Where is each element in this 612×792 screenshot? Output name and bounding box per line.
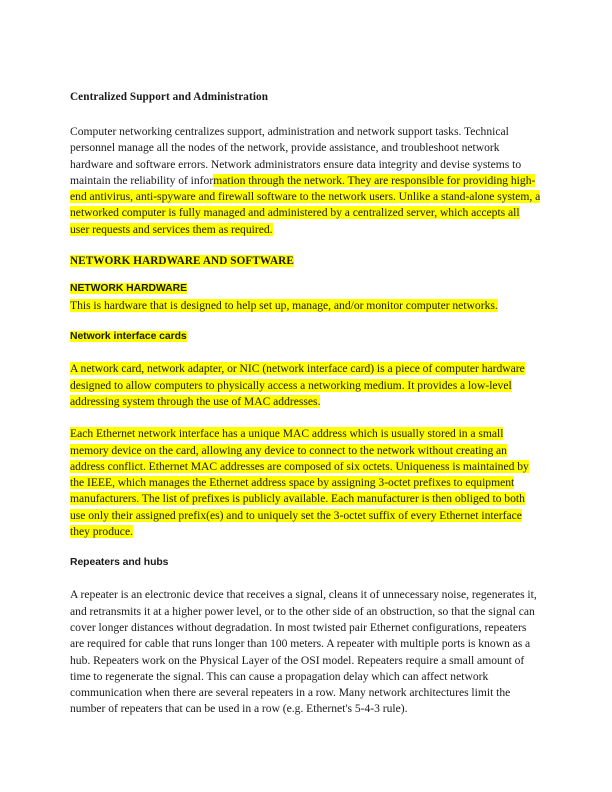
heading-network-hardware <box>70 282 541 296</box>
spacer <box>70 344 541 361</box>
intro-paragraph-plain-run: Computer networking centralizes support, administration and network support tasks. Technical personnel manage all the nodes of the network, provide assistance, and troubleshoot network hardware and software errors. Network administrators ensure data integrity and devise systems to maintain the reliability of infor <box>70 125 522 187</box>
nic-paragraph-2 <box>70 426 541 540</box>
spacer <box>70 410 541 426</box>
spacer <box>70 269 541 282</box>
spacer <box>70 540 541 556</box>
heading-network-hardware-and-software-text: NETWORK HARDWARE AND SOFTWARE <box>70 255 294 268</box>
nic-paragraph-1-text: A network card, network adapter, or NIC (network interface card) is a piece of computer hardware designed to allow computers to physically access a networking medium. It provides a low-level addressing system through the use of MAC addresses. <box>70 362 525 408</box>
heading-network-interface-cards <box>70 330 541 344</box>
document-content <box>70 90 541 718</box>
nic-paragraph-1 <box>70 361 541 410</box>
heading-network-hardware-text: NETWORK HARDWARE <box>70 283 187 295</box>
repeaters-paragraph: A repeater is an electronic device that receives a signal, cleans it of unnecessary noise, regenerates it, and retransmits it at a higher power level, or to the other side of an obstruction, so that the signal can cover longer distances without degradation. In most twisted pair Ethernet configurations, repeaters are required for cable that runs longer than 100 meters. A repeater with multiple ports is known as a hub. Repeaters work on the Physical Layer of the OSI model. Repeaters require a small amount of time to regenerate the signal. This can cause a propagation delay which can affect network communication when there are several repeaters in a row. Many network architectures limit the number of repeaters that can be used in a row (e.g. Ethernet's 5-4-3 rule). <box>70 588 537 716</box>
heading-network-interface-cards-text: Network interface cards <box>70 331 187 343</box>
intro-paragraph <box>70 124 541 238</box>
heading-repeaters-and-hubs: Repeaters and hubs <box>70 557 169 569</box>
page-title: Centralized Support and Administration <box>70 91 269 103</box>
heading-network-hardware-and-software <box>70 254 541 269</box>
spacer <box>70 314 541 330</box>
network-hardware-paragraph-text: This is hardware that is designed to help set up, manage, and/or monitor computer networks. <box>70 299 498 313</box>
intro-paragraph-highlighted-run: mation through the network. They are responsible for providing high-end antivirus, anti-spyware and firewall software to the network users. Unlike a stand-alone system, a networked computer is fully managed and administered by a centralized server, which accepts all user requests and services them as required. <box>70 173 541 236</box>
spacer <box>70 238 541 254</box>
spacer <box>70 105 541 124</box>
nic-paragraph-2-text: Each Ethernet network interface has a unique MAC address which is usually stored in a small memory device on the card, allowing any device to connect to the network without creating an address conflict. Ethernet MAC addresses are composed of six octets. Uniqueness is maintained by the IEEE, which manages the Ethernet address space by assigning 3-octet prefixes to equipment manufacturers. The list of prefixes is publicly available. Each manufacturer is then obliged to both use only their assigned prefix(es) and to uniquely set the 3-octet suffix of every Ethernet interface they produce. <box>70 427 529 539</box>
network-hardware-paragraph <box>70 298 541 314</box>
spacer <box>70 570 541 587</box>
